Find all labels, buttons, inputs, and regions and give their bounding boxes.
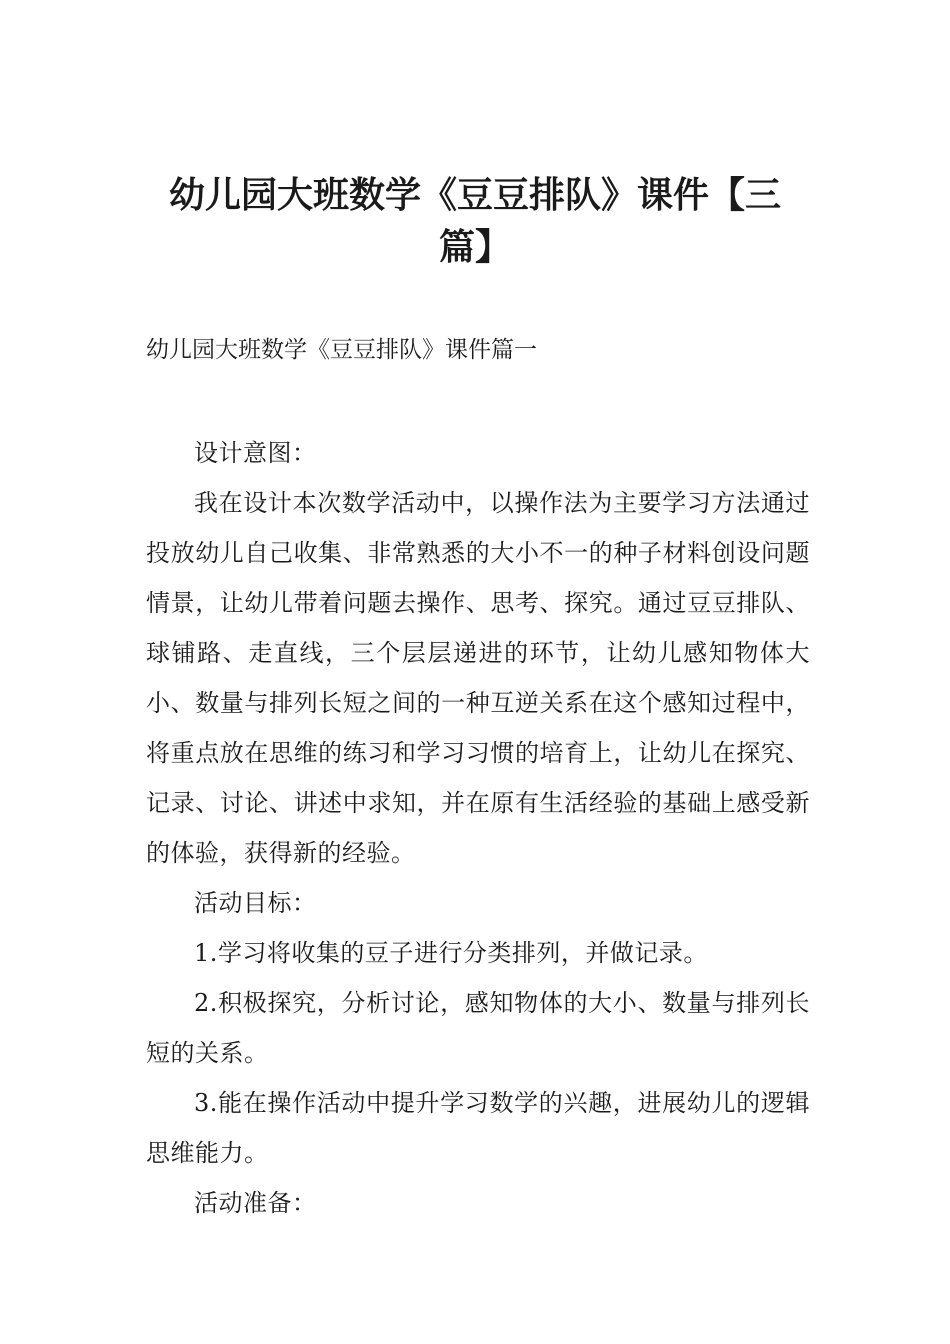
- paragraph-goals-heading: 活动目标：: [194, 889, 317, 917]
- document-body: [146, 428, 810, 1228]
- paragraph-preparation-heading: 活动准备：: [194, 1189, 317, 1217]
- paragraph-goal-1: 1.学习将收集的豆子进行分类排列，并做记录。: [194, 939, 708, 967]
- document-title: 幼儿园大班数学《豆豆排队》课件【三篇】: [168, 175, 781, 268]
- paragraph-design-intent-heading: 设计意图：: [194, 439, 317, 467]
- paragraph-goal-3: 3.能在操作活动中提升学习数学的兴趣，进展幼儿的逻辑思维能力。: [146, 1089, 810, 1167]
- paragraph-design-intent: 我在设计本次数学活动中，以操作法为主要学习方法通过投放幼儿自己收集、非常熟悉的大小不一的种子材料创设问题情景，让幼儿带着问题去操作、思考、探究。通过豆豆排队、球铺路、走直线，三个层层递进的环节，让幼儿感知物体大小、数量与排列长短之间的一种互逆关系在这个感知过程中，将重点放在思维的练习和学习习惯的培育上，让幼儿在探究、记录、讨论、讲述中求知，并在原有生活经验的基础上感受新的体验，获得新的经验。: [146, 489, 810, 867]
- section-heading: 幼儿园大班数学《豆豆排队》课件篇一: [146, 337, 537, 363]
- paragraph-goal-2: 2.积极探究，分析讨论，感知物体的大小、数量与排列长短的关系。: [146, 989, 810, 1067]
